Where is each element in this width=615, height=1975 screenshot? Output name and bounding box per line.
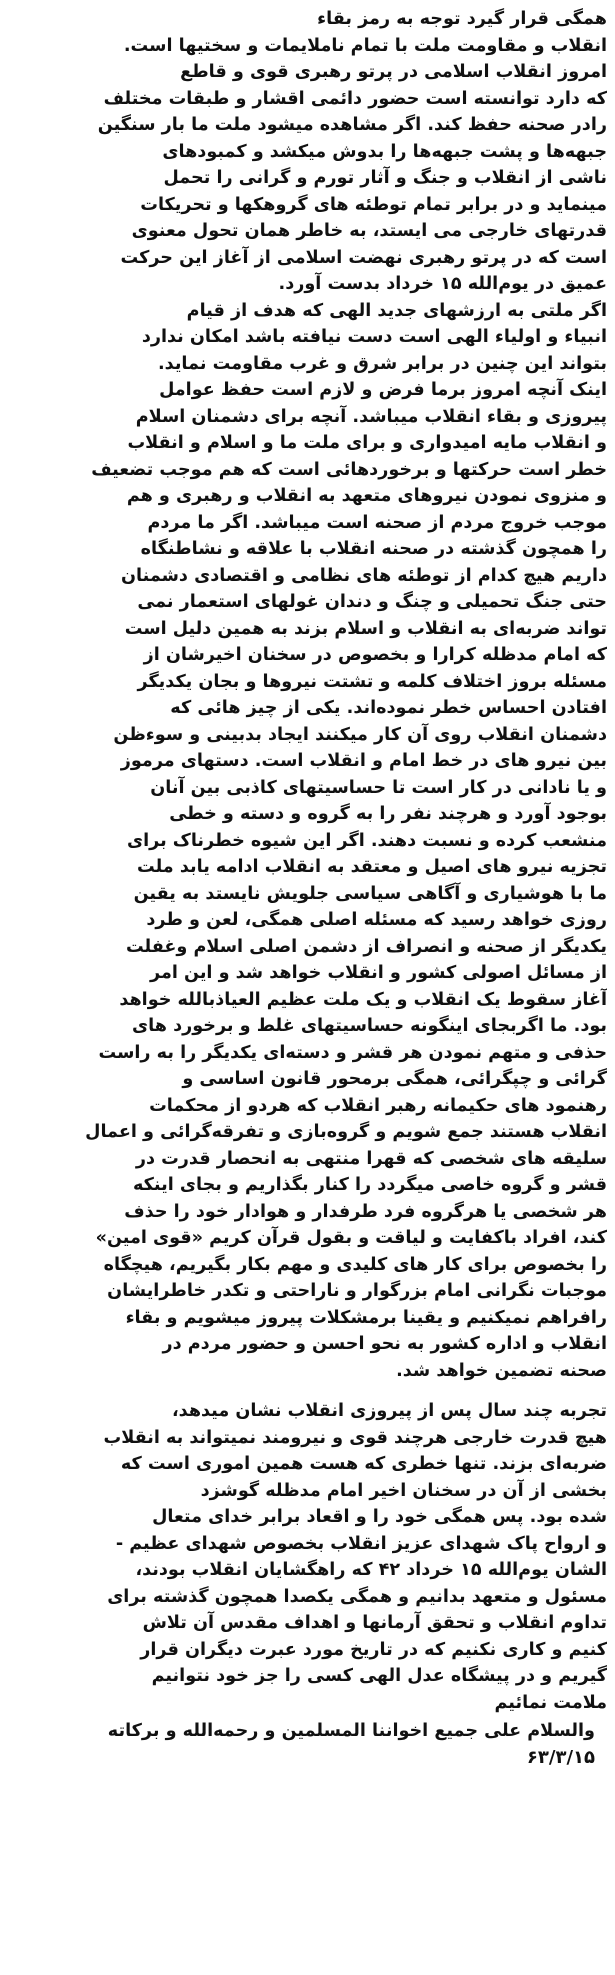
text-line: انقلاب هستند جمع شویم و گروه‌بازی و تفرقه‌گرائی و اعمال xyxy=(85,1122,607,1142)
text-line: ناشی از انقلاب و جنگ و آثار تورم و گرانی را تحمل xyxy=(163,168,607,188)
text-line: و ارواح پاک شهدای عزیز انقلاب بخصوص شهدای عظیم - xyxy=(115,1533,607,1554)
text-line: قشر و گروه خاصی میگردد را کنار بگذاریم و بجای اینکه xyxy=(133,1175,607,1195)
paragraph-3 xyxy=(10,1398,607,1716)
text-line: را همچون گذشته در صحنه انقلاب با علاقه و نشاطنگاه xyxy=(140,539,607,559)
text-line: تجزیه نیرو های اصیل و معتقد به انقلاب ادامه یابد ملت xyxy=(137,857,607,877)
paragraph-2 xyxy=(10,298,607,1385)
text-line: تواند ضربه‌ای به انقلاب و اسلام بزند به همین دلیل است xyxy=(124,618,607,639)
paragraph-gap xyxy=(10,1384,607,1398)
text-line: ما با هوشیاری و آگاهی سیاسی جلویش نایستد به یقین xyxy=(133,883,607,904)
text-line: منشعب کرده و نسبت دهند. اگر این شیوه خطرناک برای xyxy=(126,830,607,851)
closing-salutation: والسلام علی جمیع اخواننا المسلمین و رحمه‌الله و برکاته xyxy=(107,1721,595,1741)
text-line: مسئول و متعهد بدانیم و همگی یکصدا همچون گذشته برای xyxy=(107,1586,607,1607)
text-line: قدرتهای خارجی می ایستد، به خاطر همان تحول معنوی xyxy=(131,221,607,241)
text-line: پیروزی و بقاء انقلاب میباشد. آنچه برای دشمنان اسلام xyxy=(135,406,607,427)
text-line: آغاز سقوط یک انقلاب و یک ملت عظیم العیاذبالله خواهد xyxy=(119,989,607,1010)
text-line: گیریم و در پیشگاه عدل الهی کسی را جز خود نتوانیم xyxy=(151,1666,607,1686)
paragraph-1 xyxy=(10,6,607,298)
text-line: ملامت نمائیم xyxy=(494,1692,607,1713)
text-line: خطر است حرکتها و برخوردهائی است که هم موجب تضعیف xyxy=(91,459,607,480)
text-line: تداوم انقلاب و تحقق آرمانها و اهداف مقدس آن تلاش xyxy=(142,1613,607,1633)
text-line: حتی جنگ تحمیلی و چنگ و دندان غولهای استعمار نمی xyxy=(137,592,607,612)
text-line: اینک آنچه امروز برما فرض و لازم است حفظ عوامل xyxy=(159,380,607,400)
text-line: بین نیرو های در خط امام و انقلاب است. دستهای مرموز xyxy=(120,751,607,771)
text-line: تجربه چند سال پس از پیروزی انقلاب نشان میدهد، xyxy=(171,1401,607,1421)
text-line: بتواند این چنین در برابر شرق و غرب مقاومت نماید. xyxy=(157,353,607,374)
text-line: دشمنان انقلاب روی آن کار میکنند ایجاد بدبینی و سوءظن xyxy=(113,724,607,745)
text-line: موجبات نگرانی امام بزرگوار و ناراحتی و تکدر خاطرایشان xyxy=(107,1281,607,1301)
text-line: همگی قرار گیرد توجه به رمز بقاء xyxy=(317,9,607,29)
text-line: مینماید و در برابر تمام توطئه های گروهکها و تحریکات xyxy=(140,194,607,215)
text-line: مسئله بروز اختلاف کلمه و تشتت نیروها و بجان یکدیگر xyxy=(137,671,607,692)
text-line: و منزوی نمودن نیروهای متعهد به انقلاب و رهبری و هم xyxy=(126,486,607,506)
text-line: داریم هیچ کدام از توطئه های نظامی و اقتصادی دشمنان xyxy=(121,565,607,586)
text-line: موجب خروج مردم از صحنه است میباشد. اگر ما مردم xyxy=(147,512,607,533)
document-date: ۶۳/۳/۱۵ xyxy=(526,1747,595,1768)
text-line: رافراهم نمیکنیم و یقینا برمشکلات پیروز میشویم و بقاء xyxy=(125,1307,607,1328)
text-line: از مسائل اصولی کشور و انقلاب خواهد شد و این امر xyxy=(150,963,607,983)
text-line: گرائی و چپگرائی، همگی برمحور قانون اساسی و xyxy=(182,1069,607,1089)
text-line: اگر ملتی به ارزشهای جدید الهی که هدف از قیام xyxy=(186,300,607,321)
text-line: ضربه‌ای بزند. تنها خطری که هست همین اموری است که xyxy=(120,1454,607,1474)
text-line: انقلاب و مقاومت ملت با تمام ناملایمات و سختیها است. xyxy=(123,35,607,56)
text-line: که دارد توانسته است حضور دائمی اقشار و طبقات مختلف xyxy=(103,88,607,109)
text-line: کنیم و کاری نکنیم که در تاریخ مورد عبرت دیگران قرار xyxy=(140,1639,607,1660)
text-line: کند، افراد باکفایت و لیاقت و بقول قرآن کریم «قوی امین» xyxy=(95,1228,607,1248)
text-line: رهنمود های حکیمانه رهبر انقلاب که هردو از محکمات xyxy=(149,1095,607,1116)
text-line: الشان یوم‌الله ۱۵ خرداد ۴۲ که راهگشایان انقلاب بودند، xyxy=(135,1560,607,1580)
text-line: رادر صحنه حفظ کند. اگر مشاهده میشود ملت ما بار سنگین xyxy=(97,115,607,135)
text-line: بود. ما اگربجای اینگونه حساسیتهای غلط و برخورد های xyxy=(132,1016,607,1036)
text-line: که امام مدظله کرارا و بخصوص در سخنان اخیرشان از xyxy=(143,645,607,665)
text-line: عمیق در یوم‌الله ۱۵ خرداد بدست آورد. xyxy=(278,274,607,294)
text-line: روزی خواهد رسید که مسئله اصلی همگی، لعن و طرد xyxy=(146,910,607,930)
text-line: امروز انقلاب اسلامی در پرتو رهبری قوی و قاطع xyxy=(180,62,607,82)
text-line: را بخصوص برای کار های کلیدی و مهم بکار بگیریم، هیچگاه xyxy=(103,1254,607,1275)
text-line: است که در پرتو رهبری نهضت اسلامی از آغاز این حرکت xyxy=(120,247,607,268)
text-line: سلیقه های شخصی که قهرا منتهی به انحصار قدرت در xyxy=(135,1148,607,1169)
text-line: هر شخصی یا هرگروه فرد طرفدار و هوادار خود را حذف xyxy=(124,1201,607,1222)
text-line: هیچ قدرت خارجی هرچند قوی و نیرومند نمیتواند به انقلاب xyxy=(103,1427,607,1448)
text-line: افتادن احساس خطر نموده‌اند. یکی از چیز هائی که xyxy=(170,698,607,718)
text-line: یکدیگر از صحنه و انصراف از دشمن اصلی اسلام وغفلت xyxy=(125,936,607,957)
text-line: و یا نادانی در کار است تا حساسیتهای کاذبی بین آنان xyxy=(150,777,607,798)
text-line: شده بود. پس همگی خود را و اقعاد برابر خدای متعال xyxy=(152,1507,607,1527)
text-line: حذفی و متهم نمودن هر قشر و دسته‌ای یکدیگر را به راست xyxy=(98,1042,607,1063)
text-line: بخشی از آن در سخنان اخیر امام مدظله گوشزد xyxy=(200,1480,607,1501)
text-line: جبهه‌ها و پشت جبهه‌ها را بدوش میکشد و کمبودهای xyxy=(162,141,607,162)
text-line: بوجود آورد و هرچند نفر را به گروه و دسته و خطی xyxy=(169,804,607,824)
text-line: صحنه تضمین خواهد شد. xyxy=(396,1360,607,1381)
text-line: انبیاء و اولیاء الهی است دست نیافته باشد امکان ندارد xyxy=(141,327,607,347)
text-line: انقلاب و اداره کشور به نحو احسن و حضور مردم در xyxy=(162,1334,607,1354)
text-line: و انقلاب مایه امیدواری و برای ملت ما و اسلام و انقلاب xyxy=(127,433,607,453)
